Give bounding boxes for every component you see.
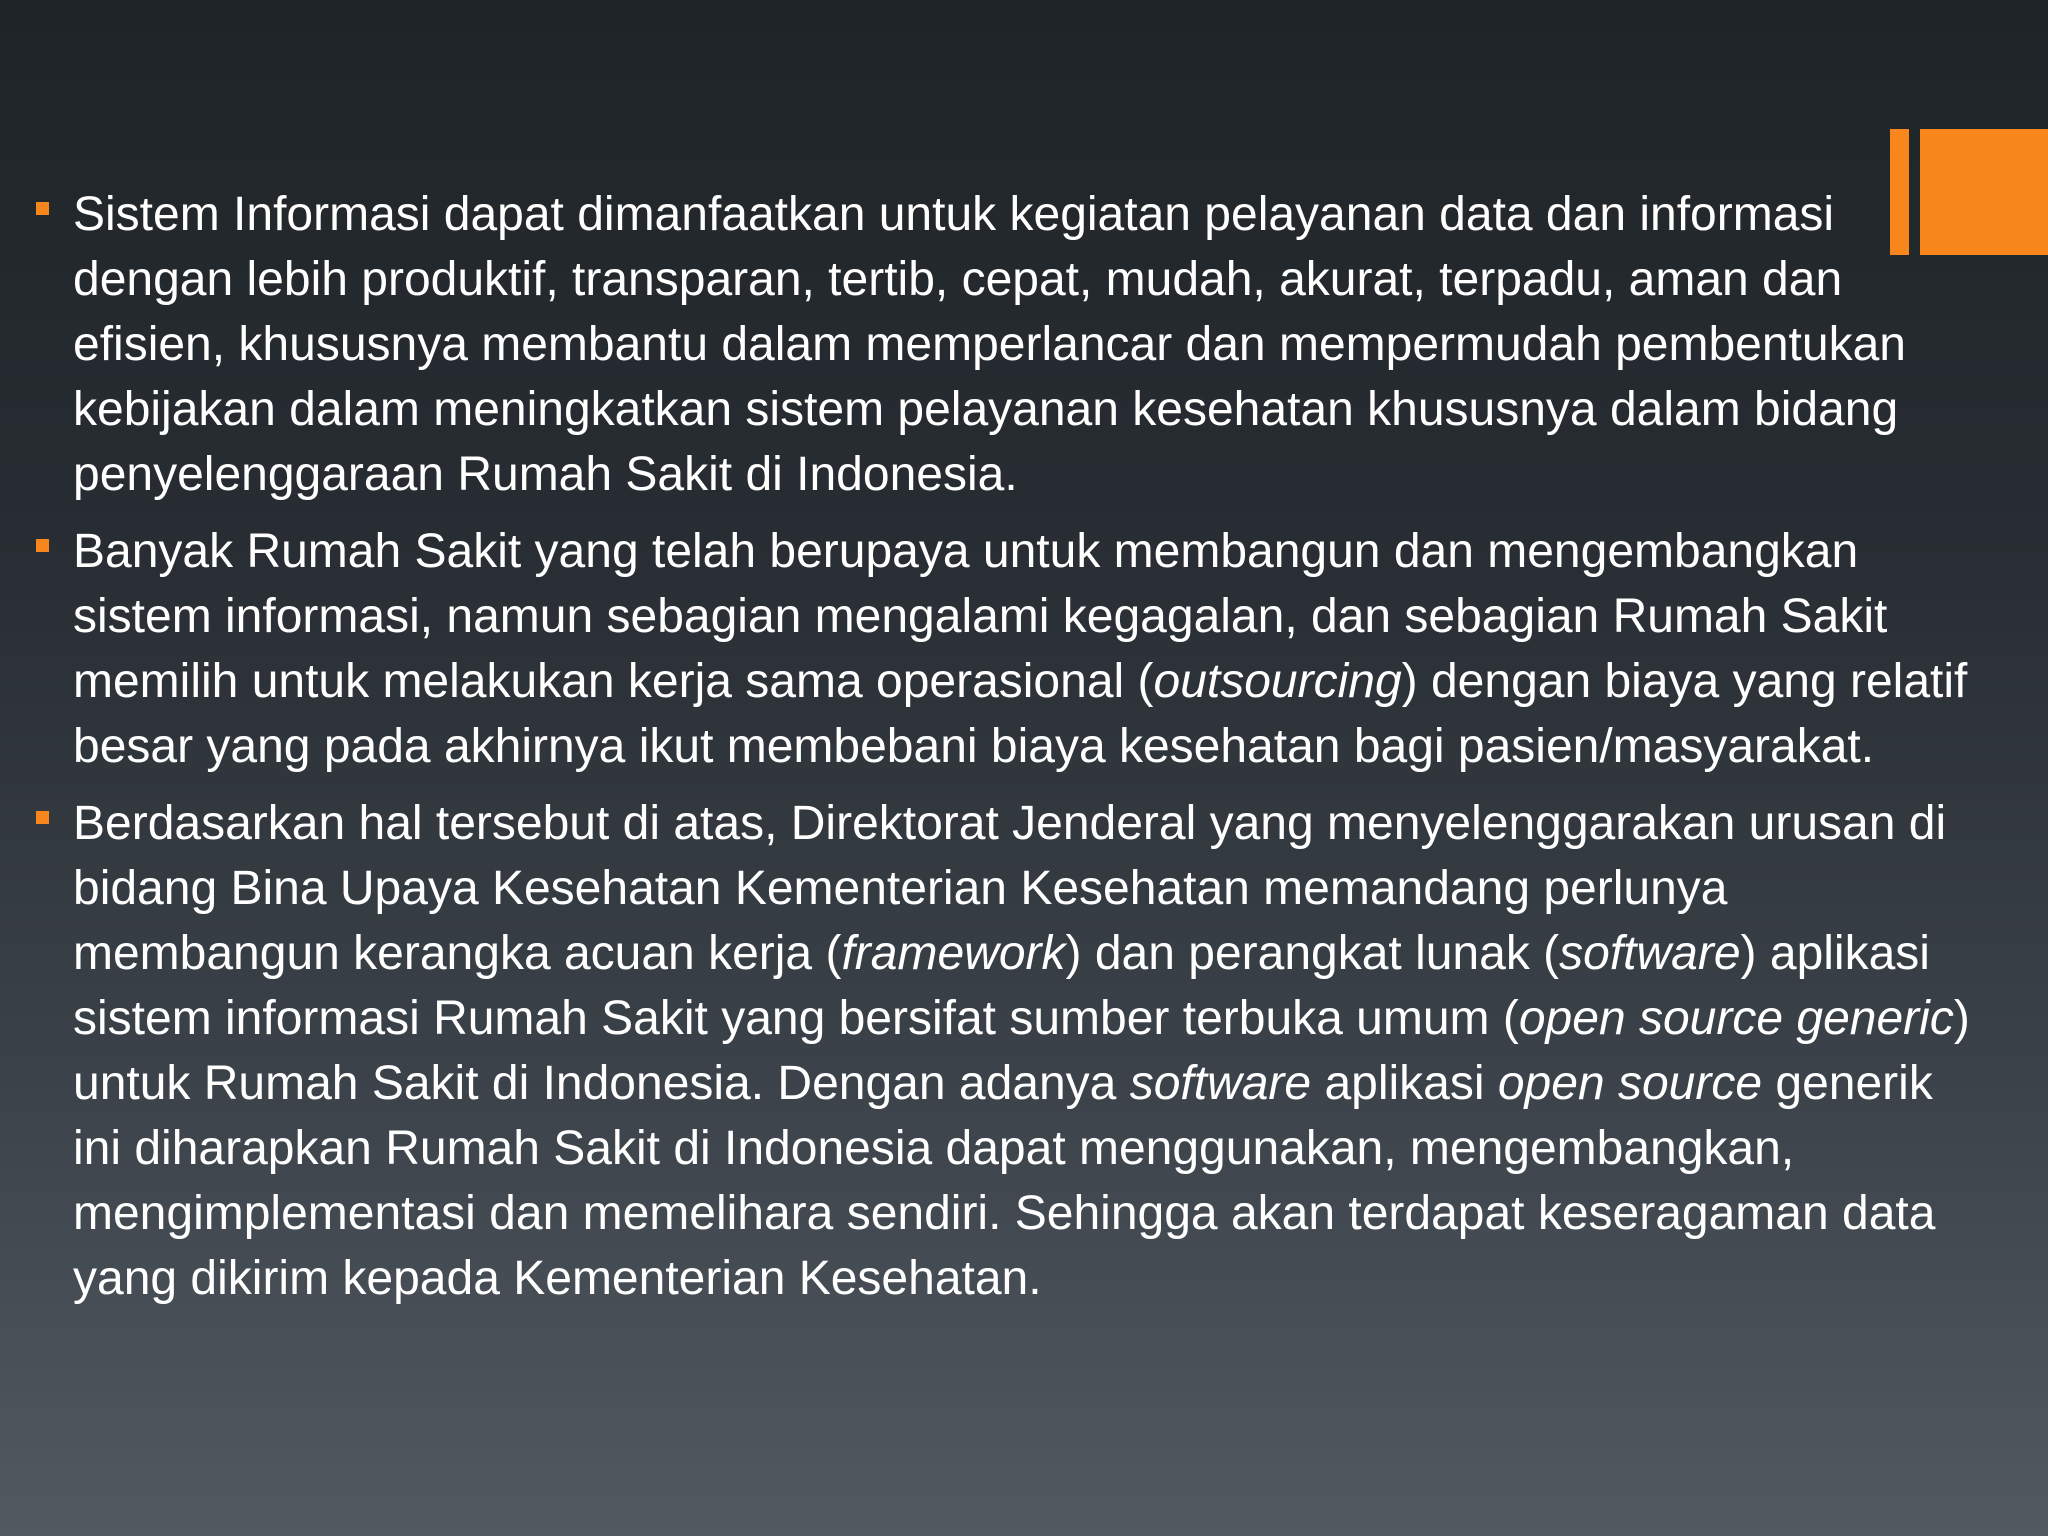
bullet-list: [32, 182, 1992, 1323]
bullet-text-part: ) dengan biaya yang relatif besar yang pada akhirnya ikut membebani biaya kesehatan bagi pasien/masyarakat.: [73, 655, 1968, 773]
square-bullet-icon: [36, 539, 49, 552]
bullet-item: [32, 791, 1992, 1311]
bullet-item: [32, 182, 1992, 507]
italic-term: framework: [841, 927, 1066, 980]
bullet-text-part: ) untuk Rumah Sakit di Indonesia. Dengan adanya: [73, 992, 1970, 1110]
italic-term: software: [1559, 927, 1741, 980]
bullet-text-part: Berdasarkan hal tersebut di atas, Direktorat Jenderal yang menyelenggarakan urusan di bidang Bina Upaya Kesehatan Kementerian Kesehatan memandang perlunya membangun kerangka acuan kerja (: [73, 797, 1947, 980]
square-bullet-icon: [36, 811, 49, 824]
square-bullet-icon: [36, 202, 49, 215]
italic-term: open source: [1497, 1057, 1763, 1110]
italic-term: open source generic: [1518, 992, 1954, 1045]
bullet-text-part: Banyak Rumah Sakit yang telah berupaya untuk membangun dan mengembangkan sistem informasi, namun sebagian mengalami kegagalan, dan sebagian Rumah Sakit memilih untuk melakukan kerja sama operasional (: [73, 525, 1888, 708]
italic-term: software: [1129, 1057, 1312, 1110]
bullet-text: Sistem Informasi dapat dimanfaatkan untuk kegiatan pelayanan data dan informasi dengan lebih produktif, transparan, tertib, cepat, mudah, akurat, terpadu, aman dan efisien, khususnya membantu dalam memperlancar dan mempermudah pembentukan kebijakan dalam meningkatkan sistem pelayanan kesehatan khususnya dalam bidang penyelenggaraan Rumah Sakit di Indonesia.: [73, 188, 1906, 501]
bullet-text-part: ) dan perangkat lunak (: [1065, 927, 1560, 980]
bullet-item: [32, 519, 1992, 779]
italic-term: outsourcing: [1153, 655, 1402, 708]
bullet-text-part: generik ini diharapkan Rumah Sakit di Indonesia dapat menggunakan, mengembangkan, mengimplementasi dan memelihara sendiri. Sehingga akan terdapat keseragaman data yang dikirim kepada Kementerian Kesehatan.: [73, 1057, 1936, 1305]
bullet-text-part: ) aplikasi sistem informasi Rumah Sakit yang bersifat sumber terbuka umum (: [73, 927, 1930, 1045]
bullet-text-part: aplikasi: [1311, 1057, 1498, 1110]
